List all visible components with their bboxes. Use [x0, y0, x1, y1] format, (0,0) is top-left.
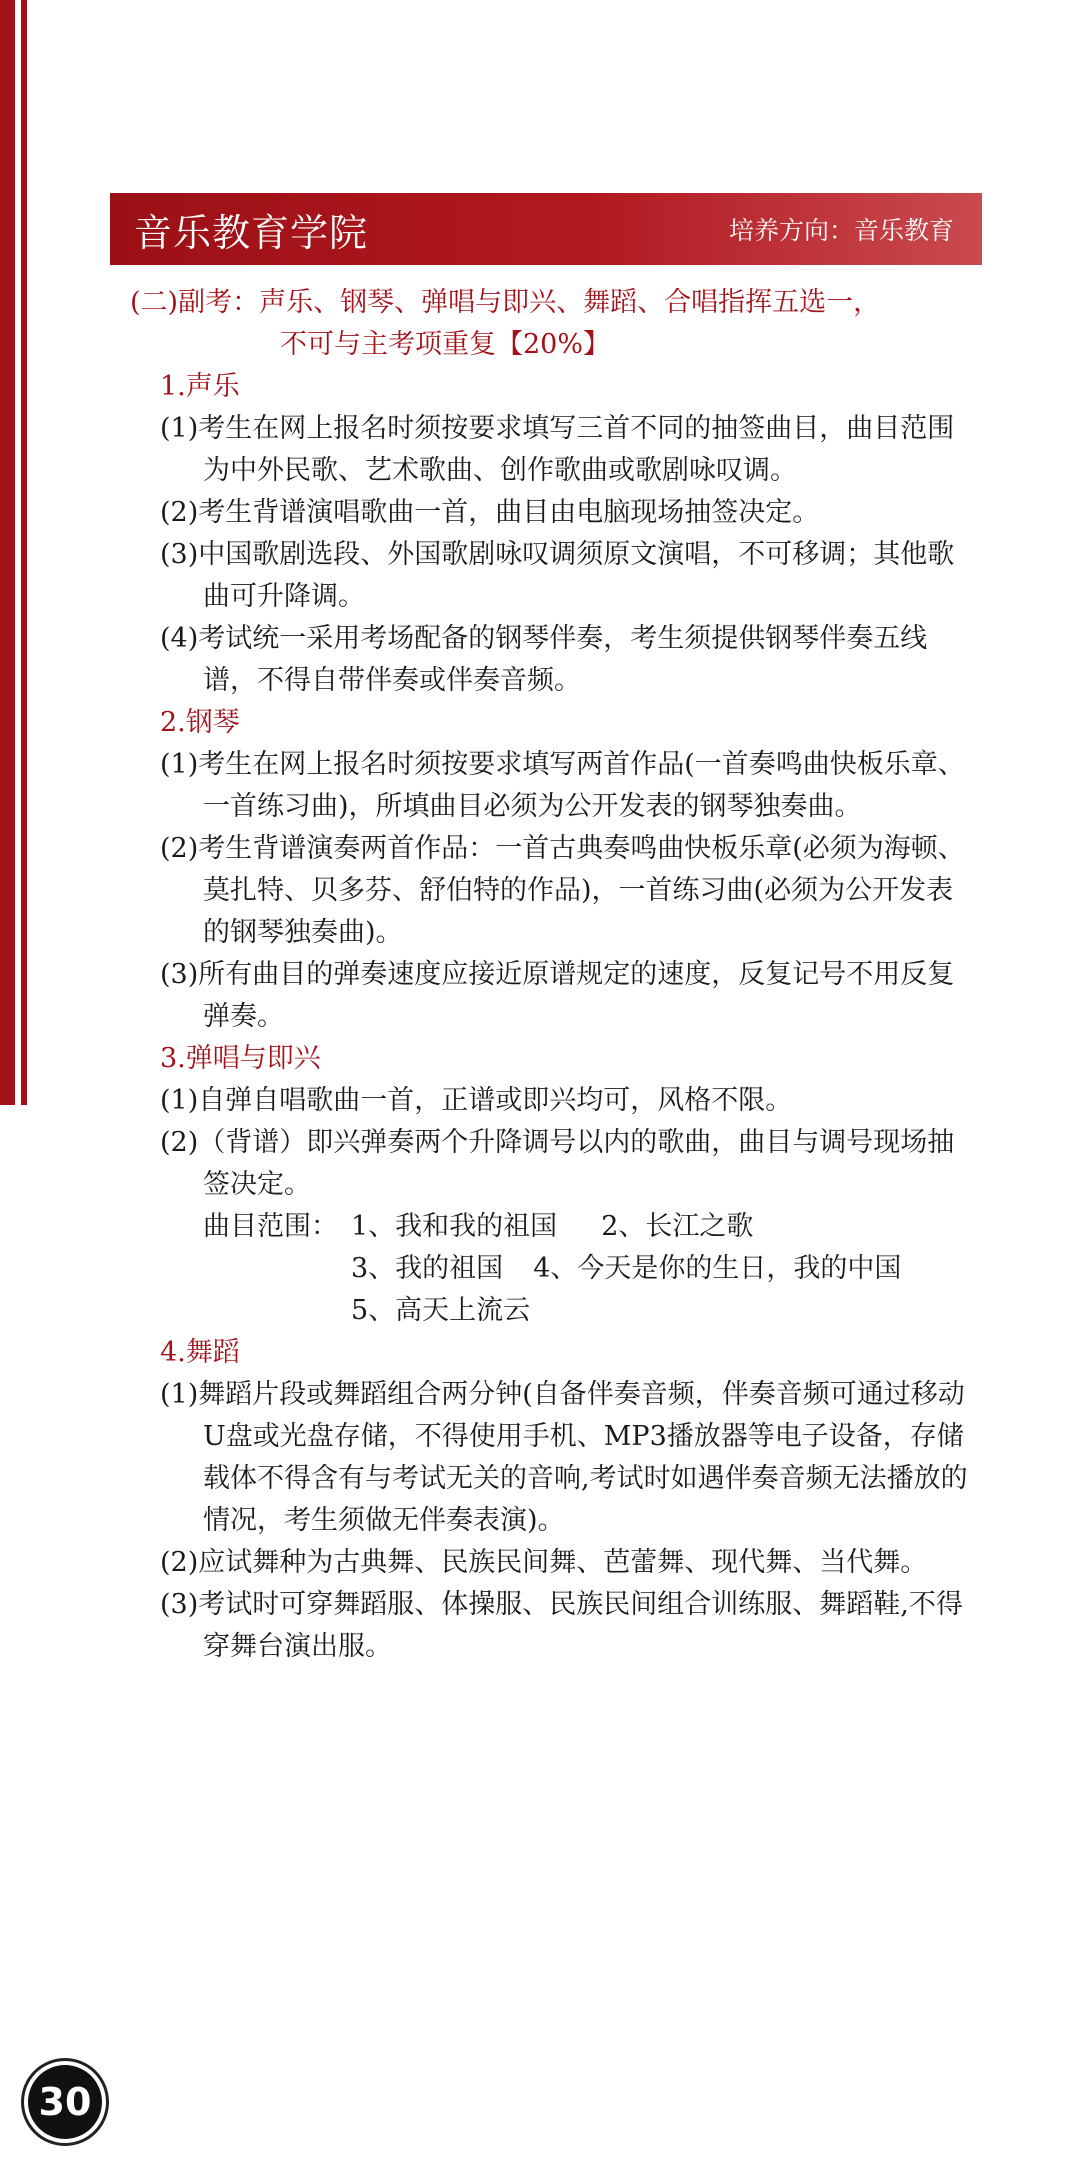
subtitle-line: 不可与主考项重复【20%】: [280, 329, 611, 360]
list-item: (1)舞蹈片段或舞蹈组合两分钟(自备伴奏音频，伴奏音频可通过移动U盘或光盘存储，不得使用手机、MP3播放器等电子设备，存储载体不得含有与考试无关的音响,考试时如遇伴奏音频无法播放的情况，考生须做无伴奏表演)。: [160, 1379, 968, 1536]
section-heading-vocal: 1.声乐: [160, 371, 240, 402]
subtitle-line: (二)副考：声乐、钢琴、弹唱与即兴、舞蹈、合唱指挥五选一，: [130, 287, 881, 318]
list-item: (1)考生在网上报名时须按要求填写三首不同的抽签曲目，曲目范围为中外民歌、艺术歌曲、创作歌曲或歌剧咏叹调。: [160, 413, 955, 486]
page-number-badge: 30: [28, 2065, 102, 2139]
song-option: 2、长江之歌: [601, 1211, 754, 1242]
song-range-line: [130, 1248, 970, 1290]
song-range-line: [130, 1290, 970, 1332]
college-header-banner: [110, 193, 982, 265]
list-item: (2)（背谱）即兴弹奏两个升降调号以内的歌曲，曲目与调号现场抽签决定。: [160, 1127, 955, 1200]
section-heading-piano: 2.钢琴: [160, 707, 240, 738]
song-option: 5、高天上流云: [351, 1295, 531, 1326]
song-option: 4、今天是你的生日，我的中国: [533, 1253, 902, 1284]
exam-requirements: [130, 282, 970, 1668]
list-item: (2)考生背谱演唱歌曲一首，曲目由电脑现场抽签决定。: [160, 497, 820, 528]
section-subtitle: [130, 282, 970, 366]
decorative-side-line: [21, 0, 27, 1105]
song-option: 1、我和我的祖国: [351, 1211, 558, 1242]
list-item: (1)考生在网上报名时须按要求填写两首作品(一首奏鸣曲快板乐章、一首练习曲)，所填曲目必须为公开发表的钢琴独奏曲。: [160, 749, 965, 822]
song-range-label: 曲目范围：: [203, 1211, 338, 1242]
list-item: (2)考生背谱演奏两首作品：一首古典奏鸣曲快板乐章(必须为海顿、莫扎特、贝多芬、舒伯特的作品)，一首练习曲(必须为公开发表的钢琴独奏曲)。: [160, 833, 965, 948]
list-item: (3)中国歌剧选段、外国歌剧咏叹调须原文演唱，不可移调；其他歌曲可升降调。: [160, 539, 955, 612]
list-item: (2)应试舞种为古典舞、民族民间舞、芭蕾舞、现代舞、当代舞。: [160, 1547, 928, 1578]
list-item: (1)自弹自唱歌曲一首，正谱或即兴均可，风格不限。: [160, 1085, 793, 1116]
list-item: (3)考试时可穿舞蹈服、体操服、民族民间组合训练服、舞蹈鞋,不得穿舞台演出服。: [160, 1589, 963, 1662]
section-heading-dance: 4.舞蹈: [160, 1337, 240, 1368]
decorative-side-bar: [0, 0, 15, 1105]
song-range-line: [130, 1206, 970, 1248]
list-item: (3)所有曲目的弹奏速度应接近原谱规定的速度，反复记号不用反复弹奏。: [160, 959, 955, 1032]
list-item: (4)考试统一采用考场配备的钢琴伴奏，考生须提供钢琴伴奏五线谱，不得自带伴奏或伴奏音频。: [160, 623, 928, 696]
college-title: 音乐教育学院: [134, 210, 369, 255]
section-heading-sing-play: 3.弹唱与即兴: [160, 1043, 321, 1074]
song-option: 3、我的祖国: [351, 1253, 504, 1284]
training-direction: 培养方向：音乐教育: [728, 216, 954, 245]
